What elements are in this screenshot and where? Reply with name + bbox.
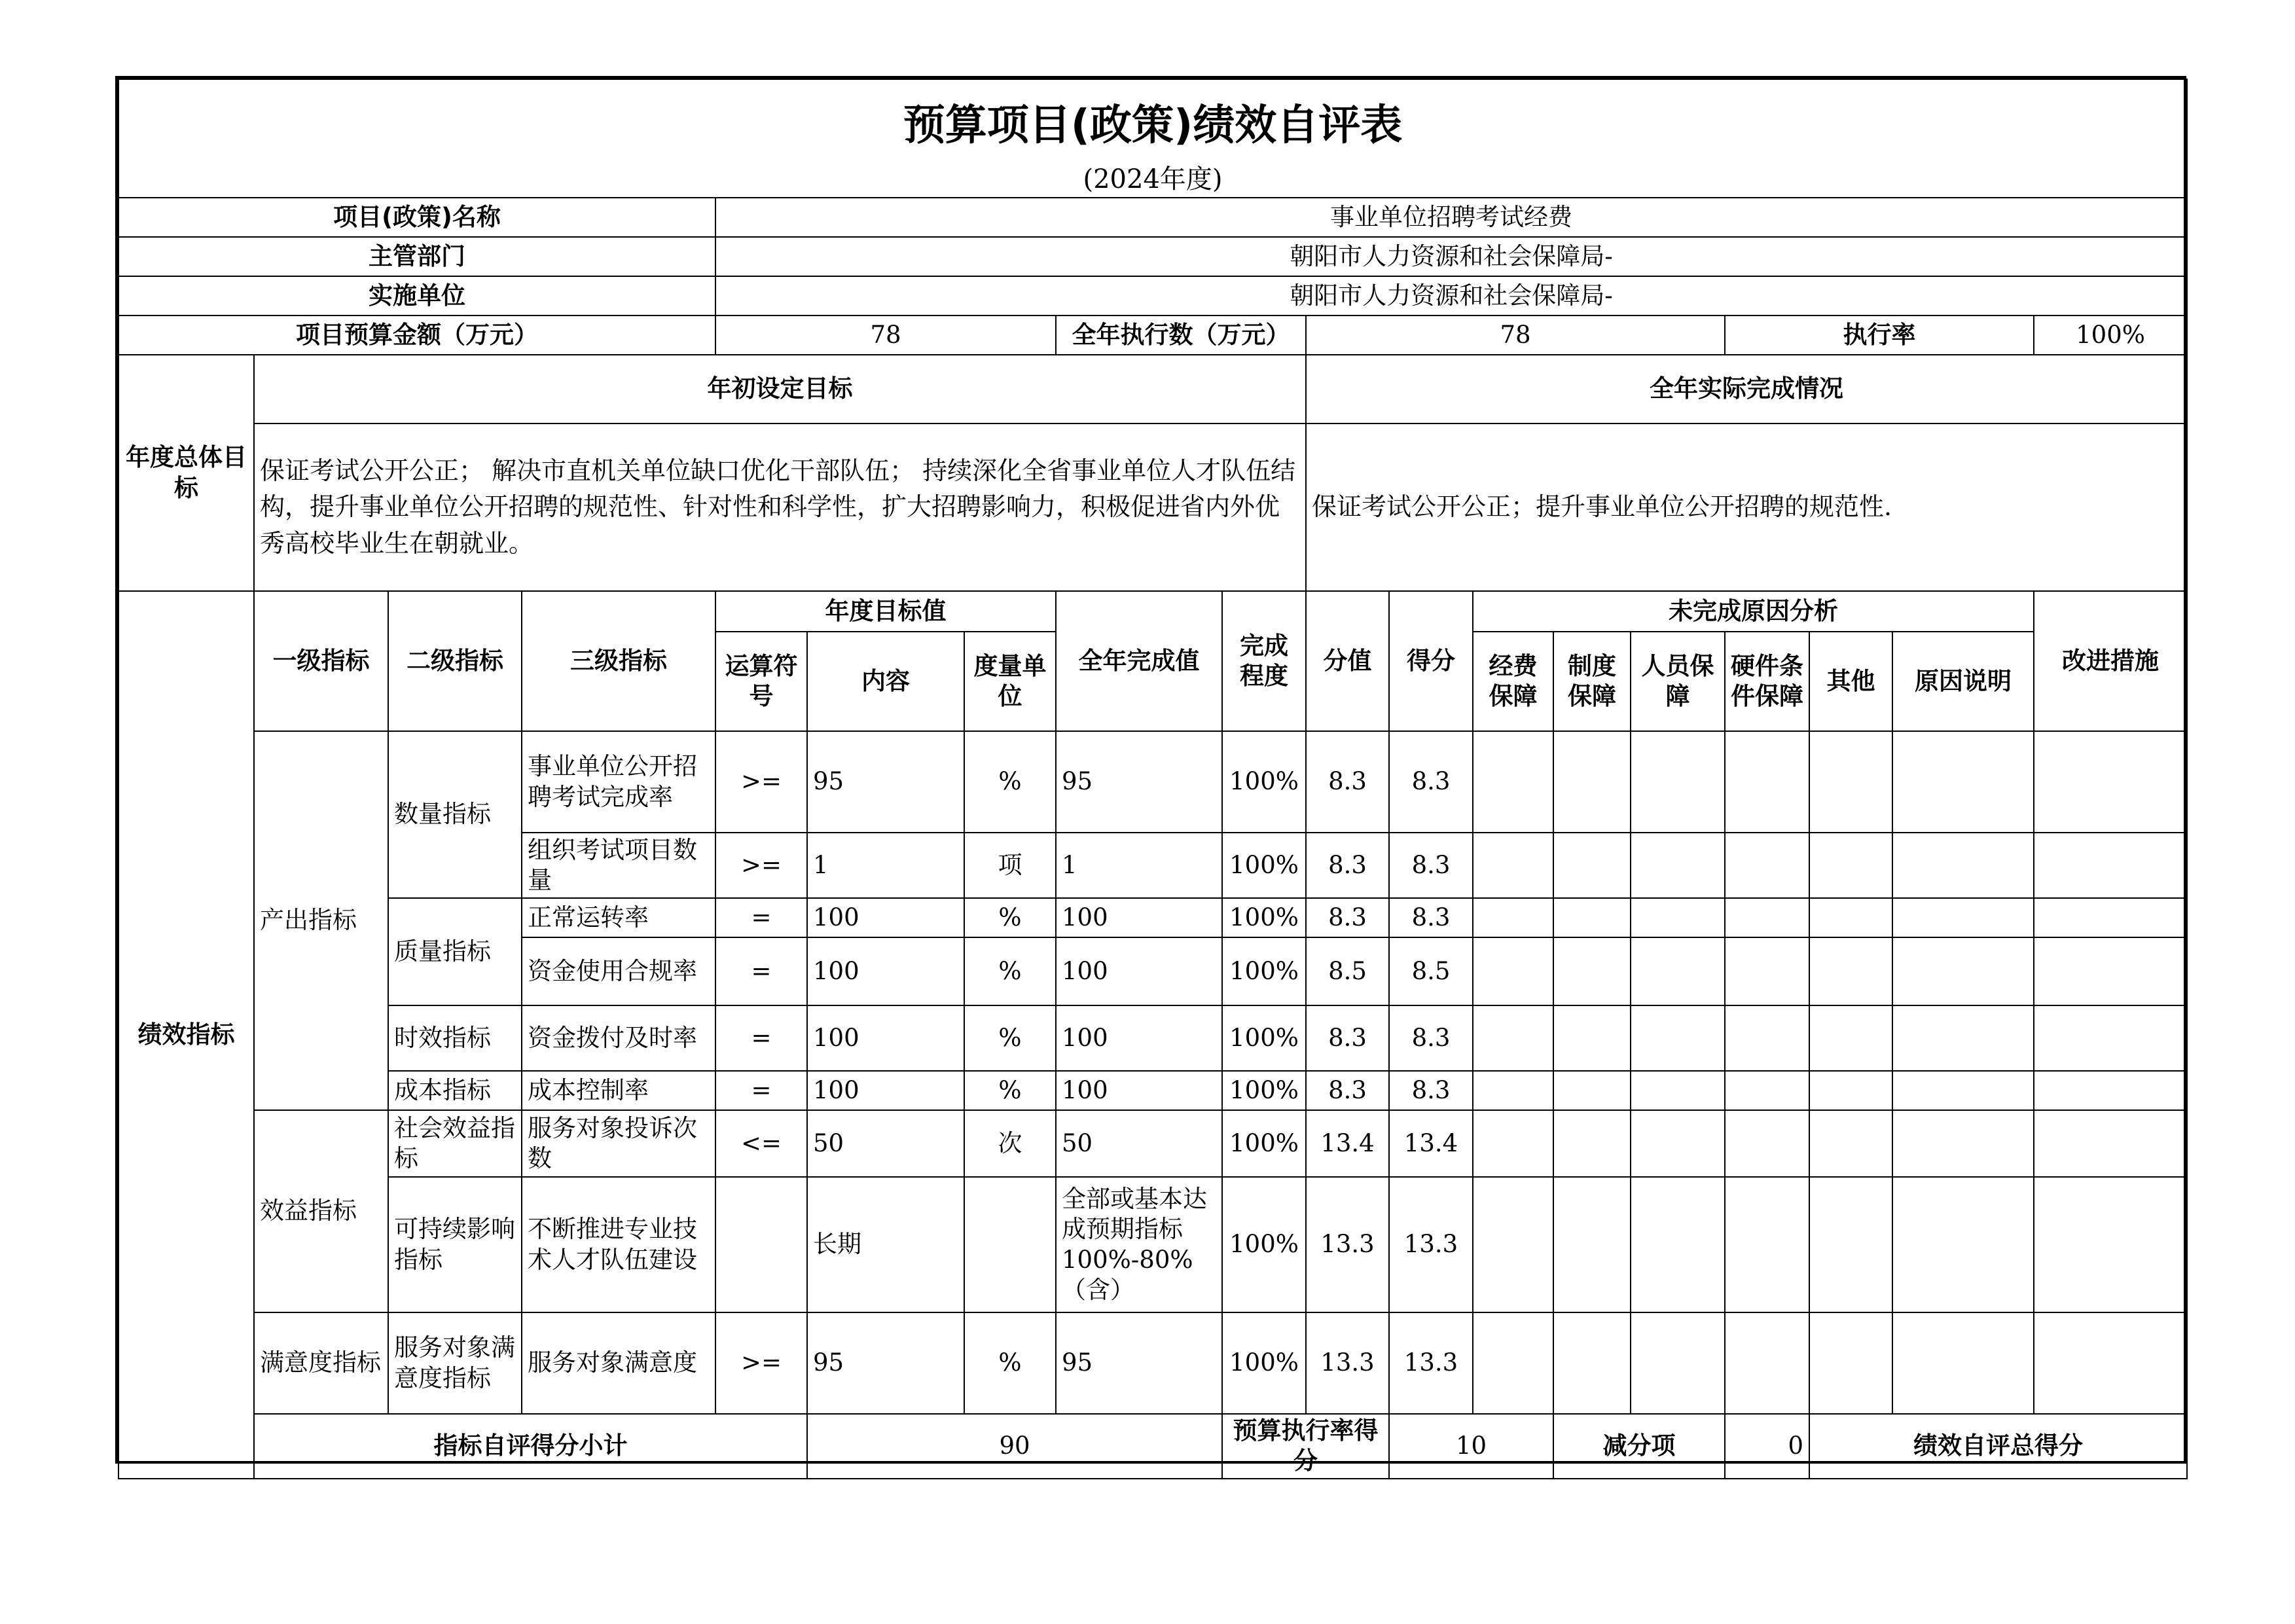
empty-analysis-cell bbox=[1631, 1005, 1725, 1071]
empty-analysis-cell bbox=[1725, 1071, 1809, 1110]
indicator-operator: = bbox=[715, 1071, 807, 1110]
annual-target-header: 年度目标值 bbox=[715, 591, 1056, 632]
indicator-weight: 8.3 bbox=[1306, 731, 1389, 833]
indicator-unit: % bbox=[964, 1005, 1056, 1071]
empty-analysis-cell bbox=[1473, 731, 1553, 833]
indicator-score: 8.3 bbox=[1389, 731, 1473, 833]
actual-completion-header: 全年实际完成情况 bbox=[1306, 355, 2187, 424]
indicator-name: 资金拨付及时率 bbox=[522, 1005, 715, 1071]
empty-analysis-cell bbox=[1553, 1005, 1631, 1071]
indicator-score: 8.3 bbox=[1389, 898, 1473, 937]
empty-analysis-cell bbox=[1809, 1005, 1892, 1071]
indicator-target-content: 100 bbox=[807, 1071, 964, 1110]
indicator-operator: = bbox=[715, 1005, 807, 1071]
execution-rate-value: 100% bbox=[2034, 316, 2187, 355]
indicator-weight: 13.4 bbox=[1306, 1110, 1389, 1177]
execution-rate-label: 执行率 bbox=[1725, 316, 2034, 355]
level2-indicator: 成本指标 bbox=[388, 1071, 522, 1110]
empty-analysis-cell bbox=[1553, 1071, 1631, 1110]
empty-analysis-cell bbox=[1553, 731, 1631, 833]
actual-completion-text: 保证考试公开公正；提升事业单位公开招聘的规范性. bbox=[1306, 424, 2187, 591]
indicator-completion: 100% bbox=[1222, 1110, 1306, 1177]
level2-indicator: 质量指标 bbox=[388, 898, 522, 1005]
empty-analysis-cell bbox=[2034, 1177, 2187, 1312]
empty-analysis-cell bbox=[1809, 1312, 1892, 1414]
implementer-value: 朝阳市人力资源和社会保障局- bbox=[715, 276, 2187, 316]
empty-analysis-cell bbox=[2034, 1071, 2187, 1110]
empty-analysis-cell bbox=[1892, 731, 2034, 833]
indicator-name: 服务对象投诉次数 bbox=[522, 1110, 715, 1177]
empty-analysis-cell bbox=[2034, 937, 2187, 1005]
budget-score-label: 预算执行率得分 bbox=[1222, 1414, 1389, 1479]
indicator-completion: 100% bbox=[1222, 731, 1306, 833]
empty-analysis-cell bbox=[1473, 1071, 1553, 1110]
indicator-target-content: 100 bbox=[807, 1005, 964, 1071]
empty-analysis-cell bbox=[1892, 898, 2034, 937]
indicator-operator: <= bbox=[715, 1110, 807, 1177]
indicator-unit bbox=[964, 1177, 1056, 1312]
indicator-name: 资金使用合规率 bbox=[522, 937, 715, 1005]
budget-score-value: 10 bbox=[1389, 1414, 1553, 1479]
subtotal-value: 90 bbox=[807, 1414, 1222, 1479]
indicator-target-content: 100 bbox=[807, 898, 964, 937]
score-header: 得分 bbox=[1389, 591, 1473, 731]
operator-header: 运算符号 bbox=[715, 632, 807, 731]
funding-header: 经费保障 bbox=[1473, 632, 1553, 731]
level3-header: 三级指标 bbox=[522, 591, 715, 731]
empty-analysis-cell bbox=[1553, 898, 1631, 937]
budget-amount-value: 78 bbox=[715, 316, 1056, 355]
indicator-target-content: 1 bbox=[807, 833, 964, 898]
indicator-name: 事业单位公开招聘考试完成率 bbox=[522, 731, 715, 833]
empty-analysis-cell bbox=[1553, 1177, 1631, 1312]
empty-analysis-cell bbox=[2034, 1110, 2187, 1177]
empty-analysis-cell bbox=[1631, 937, 1725, 1005]
indicator-operator: >= bbox=[715, 833, 807, 898]
actual-value-header: 全年完成值 bbox=[1056, 591, 1222, 731]
indicator-name: 成本控制率 bbox=[522, 1071, 715, 1110]
empty-analysis-cell bbox=[1809, 1110, 1892, 1177]
empty-analysis-cell bbox=[1553, 1110, 1631, 1177]
indicator-unit: % bbox=[964, 1312, 1056, 1414]
indicator-completion: 100% bbox=[1222, 898, 1306, 937]
indicator-completion: 100% bbox=[1222, 1005, 1306, 1071]
empty-analysis-cell bbox=[1553, 937, 1631, 1005]
empty-analysis-cell bbox=[1631, 1110, 1725, 1177]
indicator-weight: 13.3 bbox=[1306, 1177, 1389, 1312]
indicator-target-content: 95 bbox=[807, 1312, 964, 1414]
indicator-weight: 13.3 bbox=[1306, 1312, 1389, 1414]
completion-header: 完成程度 bbox=[1222, 591, 1306, 731]
empty-analysis-cell bbox=[1631, 1071, 1725, 1110]
empty-analysis-cell bbox=[1892, 1071, 2034, 1110]
level1-header: 一级指标 bbox=[254, 591, 388, 731]
indicator-target-content: 50 bbox=[807, 1110, 964, 1177]
indicator-unit: % bbox=[964, 898, 1056, 937]
empty-analysis-cell bbox=[1892, 1312, 2034, 1414]
indicator-unit: 项 bbox=[964, 833, 1056, 898]
empty-analysis-cell bbox=[1809, 937, 1892, 1005]
empty-analysis-cell bbox=[1631, 898, 1725, 937]
level2-indicator: 数量指标 bbox=[388, 731, 522, 898]
page-title: 预算项目(政策)绩效自评表 bbox=[118, 79, 2187, 158]
staff-header: 人员保障 bbox=[1631, 632, 1725, 731]
indicator-actual-value: 全部或基本达成预期指标100%-80%（含） bbox=[1056, 1177, 1222, 1312]
indicator-weight: 8.3 bbox=[1306, 1071, 1389, 1110]
indicator-completion: 100% bbox=[1222, 1071, 1306, 1110]
empty-analysis-cell bbox=[1809, 1177, 1892, 1312]
weight-header: 分值 bbox=[1306, 591, 1389, 731]
indicator-weight: 8.3 bbox=[1306, 833, 1389, 898]
indicator-actual-value: 50 bbox=[1056, 1110, 1222, 1177]
indicator-weight: 8.3 bbox=[1306, 1005, 1389, 1071]
implementer-label: 实施单位 bbox=[118, 276, 715, 316]
level1-indicator: 效益指标 bbox=[254, 1110, 388, 1312]
execution-amount-label: 全年执行数（万元） bbox=[1056, 316, 1306, 355]
indicator-score: 8.3 bbox=[1389, 1071, 1473, 1110]
level2-indicator: 服务对象满意度指标 bbox=[388, 1312, 522, 1414]
empty-analysis-cell bbox=[1725, 1312, 1809, 1414]
indicator-name: 服务对象满意度 bbox=[522, 1312, 715, 1414]
level2-indicator: 时效指标 bbox=[388, 1005, 522, 1071]
evaluation-sheet bbox=[115, 76, 2186, 1475]
indicator-name: 组织考试项目数量 bbox=[522, 833, 715, 898]
indicator-actual-value: 100 bbox=[1056, 1071, 1222, 1110]
department-value: 朝阳市人力资源和社会保障局- bbox=[715, 237, 2187, 276]
subtotal-label: 指标自评得分小计 bbox=[254, 1414, 807, 1479]
empty-analysis-cell bbox=[1473, 1312, 1553, 1414]
empty-analysis-cell bbox=[1809, 898, 1892, 937]
indicator-score: 13.4 bbox=[1389, 1110, 1473, 1177]
indicator-actual-value: 1 bbox=[1056, 833, 1222, 898]
empty-analysis-cell bbox=[1473, 898, 1553, 937]
empty-analysis-cell bbox=[2034, 1005, 2187, 1071]
empty-analysis-cell bbox=[1725, 937, 1809, 1005]
empty-analysis-cell bbox=[1892, 833, 2034, 898]
empty-analysis-cell bbox=[1473, 1177, 1553, 1312]
empty-analysis-cell bbox=[1809, 731, 1892, 833]
indicator-operator: >= bbox=[715, 1312, 807, 1414]
indicator-target-content: 长期 bbox=[807, 1177, 964, 1312]
indicator-operator: >= bbox=[715, 731, 807, 833]
indicator-unit: 次 bbox=[964, 1110, 1056, 1177]
unit-header: 度量单位 bbox=[964, 632, 1056, 731]
empty-analysis-cell bbox=[2034, 898, 2187, 937]
report-year: (2024年度) bbox=[118, 158, 2187, 198]
indicator-unit: % bbox=[964, 1071, 1056, 1110]
empty-analysis-cell bbox=[1725, 1005, 1809, 1071]
content-header: 内容 bbox=[807, 632, 964, 731]
empty-analysis-cell bbox=[1892, 1005, 2034, 1071]
other-header: 其他 bbox=[1809, 632, 1892, 731]
empty-analysis-cell bbox=[1631, 833, 1725, 898]
indicator-score: 8.3 bbox=[1389, 833, 1473, 898]
empty-analysis-cell bbox=[1473, 1110, 1553, 1177]
empty-analysis-cell bbox=[1631, 1177, 1725, 1312]
empty-analysis-cell bbox=[1809, 833, 1892, 898]
indicator-operator: = bbox=[715, 898, 807, 937]
empty-analysis-cell bbox=[1631, 1312, 1725, 1414]
indicator-completion: 100% bbox=[1222, 1177, 1306, 1312]
empty-analysis-cell bbox=[1725, 731, 1809, 833]
explanation-header: 原因说明 bbox=[1892, 632, 2034, 731]
total-score-label: 绩效自评总得分 bbox=[1809, 1414, 2187, 1479]
indicator-score: 8.3 bbox=[1389, 1005, 1473, 1071]
level1-indicator: 满意度指标 bbox=[254, 1312, 388, 1414]
indicator-actual-value: 95 bbox=[1056, 731, 1222, 833]
empty-analysis-cell bbox=[1725, 1110, 1809, 1177]
empty-analysis-cell bbox=[2034, 731, 2187, 833]
indicator-completion: 100% bbox=[1222, 1312, 1306, 1414]
level2-indicator: 可持续影响指标 bbox=[388, 1177, 522, 1312]
level1-indicator: 产出指标 bbox=[254, 731, 388, 1110]
empty-analysis-cell bbox=[1725, 833, 1809, 898]
indicator-completion: 100% bbox=[1222, 833, 1306, 898]
empty-analysis-cell bbox=[2034, 1312, 2187, 1414]
indicator-actual-value: 100 bbox=[1056, 937, 1222, 1005]
indicator-actual-value: 100 bbox=[1056, 1005, 1222, 1071]
empty-analysis-cell bbox=[1473, 833, 1553, 898]
empty-analysis-cell bbox=[2034, 833, 2187, 898]
project-name-label: 项目(政策)名称 bbox=[118, 198, 715, 237]
indicator-weight: 8.5 bbox=[1306, 937, 1389, 1005]
initial-target-text: 保证考试公开公正； 解决市直机关单位缺口优化干部队伍； 持续深化全省事业单位人才队伍结构，提升事业单位公开招聘的规范性、针对性和科学性，扩大招聘影响力，积极促进省内外优秀高校毕业生在朝就业。 bbox=[254, 424, 1306, 591]
improvement-header: 改进措施 bbox=[2034, 591, 2187, 731]
indicator-name: 正常运转率 bbox=[522, 898, 715, 937]
deduction-value: 0 bbox=[1725, 1414, 1809, 1479]
indicator-score: 13.3 bbox=[1389, 1312, 1473, 1414]
initial-target-header: 年初设定目标 bbox=[254, 355, 1306, 424]
empty-analysis-cell bbox=[1473, 1005, 1553, 1071]
indicator-operator: = bbox=[715, 937, 807, 1005]
indicator-completion: 100% bbox=[1222, 937, 1306, 1005]
indicator-unit: % bbox=[964, 731, 1056, 833]
empty-analysis-cell bbox=[1809, 1071, 1892, 1110]
indicator-target-content: 100 bbox=[807, 937, 964, 1005]
annual-goal-label: 年度总体目标 bbox=[118, 355, 254, 591]
budget-amount-label: 项目预算金额（万元） bbox=[118, 316, 715, 355]
level2-header: 二级指标 bbox=[388, 591, 522, 731]
empty-analysis-cell bbox=[1892, 1110, 2034, 1177]
empty-analysis-cell bbox=[1725, 898, 1809, 937]
indicator-actual-value: 95 bbox=[1056, 1312, 1222, 1414]
empty-analysis-cell bbox=[1473, 937, 1553, 1005]
empty-analysis-cell bbox=[1725, 1177, 1809, 1312]
empty-analysis-cell bbox=[1553, 833, 1631, 898]
indicator-operator bbox=[715, 1177, 807, 1312]
empty-analysis-cell bbox=[1892, 1177, 2034, 1312]
indicator-score: 8.5 bbox=[1389, 937, 1473, 1005]
indicator-actual-value: 100 bbox=[1056, 898, 1222, 937]
evaluation-table bbox=[118, 79, 2188, 1479]
system-header: 制度保障 bbox=[1553, 632, 1631, 731]
department-label: 主管部门 bbox=[118, 237, 715, 276]
deduction-label: 减分项 bbox=[1553, 1414, 1725, 1479]
empty-analysis-cell bbox=[1631, 731, 1725, 833]
indicator-weight: 8.3 bbox=[1306, 898, 1389, 937]
empty-analysis-cell bbox=[1553, 1312, 1631, 1414]
indicator-name: 不断推进专业技术人才队伍建设 bbox=[522, 1177, 715, 1312]
level2-indicator: 社会效益指标 bbox=[388, 1110, 522, 1177]
project-name-value: 事业单位招聘考试经费 bbox=[715, 198, 2187, 237]
execution-amount-value: 78 bbox=[1306, 316, 1725, 355]
indicator-unit: % bbox=[964, 937, 1056, 1005]
indicator-score: 13.3 bbox=[1389, 1177, 1473, 1312]
hardware-header: 硬件条件保障 bbox=[1725, 632, 1809, 731]
empty-analysis-cell bbox=[1892, 937, 2034, 1005]
indicator-target-content: 95 bbox=[807, 731, 964, 833]
reason-analysis-header: 未完成原因分析 bbox=[1473, 591, 2034, 632]
performance-indicator-label: 绩效指标 bbox=[118, 591, 254, 1479]
